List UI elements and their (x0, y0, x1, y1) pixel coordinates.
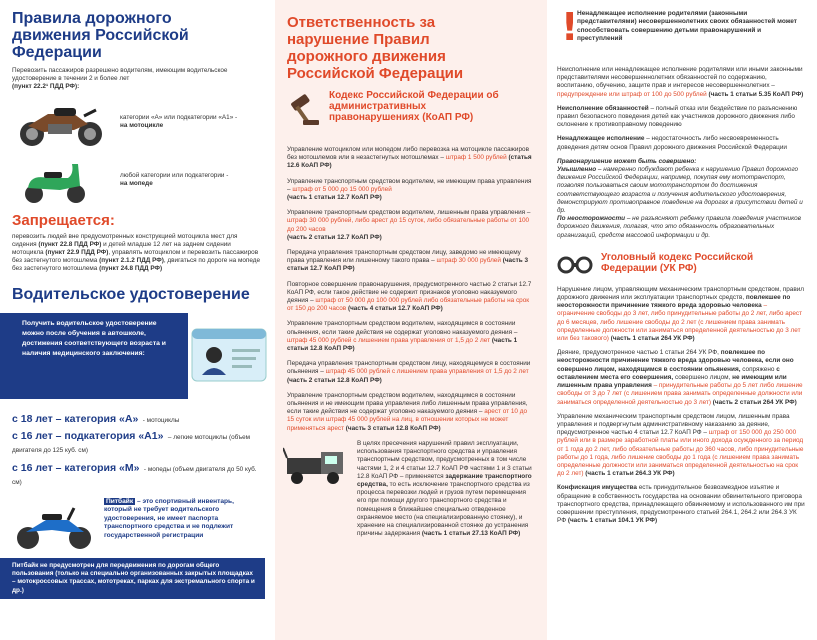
license-info-box: Получить водительское удостоверение можно после обучения в автошколе, достижения соответствующего возраста и наличия медицинского заключения: (0, 313, 188, 399)
exclamation-icon: ! (561, 5, 579, 49)
koap-item-1: Управление мотоциклом или мопедом либо перевозка на мотоцикле пассажиров без мотошлемов или в незастегнутых мотошлемах – штраф 1 500 рублей (статья 12.6 КоАП РФ) (287, 146, 532, 170)
koap-item-3: Управление транспортным средством водителем, лишенным права управления – штраф 30 000 рублей, либо арест до 15 суток, либо обязательные работы от 100 до 200 часов (часть 2 статьи 12.7 КоАП РФ) (287, 209, 531, 241)
moped-row (12, 156, 263, 210)
koap-item-4: Передача управления транспортным средством лицу, заведомо не имеющему права управления или лишенному такого права – штраф 30 000 рублей (часть 3 статьи 12.7 КоАП РФ) (287, 249, 529, 273)
koap-item-8: Управление транспортным средством водителем, находящимся в состоянии опьянения и не имеющим права управления либо лишенным права управления, если такие действия не содержат уголовно наказуемого деяния – арест от 10 до 15 суток или штраф 45 000 рублей на лиц, в отношении которых не может применяться арест (часть 3 статьи 12.8 КоАП РФ) (287, 391, 528, 432)
parent-para-1: Неисполнение или ненадлежащее исполнение родителями или иными законными представителями несовершеннолетних обязанностей по содержанию, воспитанию, обучению, защите прав и интересов несовершеннолетних – предупреждение или штраф от 100 до 500 рублей (часть 1 статьи 5.35 КоАП РФ) (557, 66, 804, 98)
motorcycle-row (12, 100, 263, 152)
column-rules (0, 0, 275, 640)
license-title: Водительское удостоверение (12, 285, 250, 303)
koap-item-7: Передача управления транспортным средством лицу, находящемуся в состоянии опьянения – штраф 45 000 рублей с лишением права управления от 1,5 до 2 лет (часть 2 статьи 12.8 КоАП РФ) (287, 360, 531, 384)
koap-items (287, 146, 535, 433)
motorcycle-icon (14, 100, 109, 148)
moped-text: любой категории или подкатегории - на мопеде (120, 171, 229, 187)
koap-item-6: Управление транспортным средством водителем, находящимся в состоянии опьянения, если такие действия не содержат уголовно наказуемого деяния – штраф 45 000 рублей с лишением права управления от 1,5 до 2 лет (часть 1 статьи 12.8 КоАП РФ) (287, 320, 518, 353)
uk-title: Уголовный кодекс Российской Федерации (УК РФ) (601, 251, 754, 274)
detention-text: В целях пресечения нарушений правил эксплуатации, использования транспортного средства и управления транспортным средством, предусмотренных в том числе частями 1, 2 и 4 статьи 12.7 КоАП РФ частями 1 и 3 статьи 12.8 КоАП РФ – применяется задержание транспортного средства, то есть исключение транспортного средства из процесса перевозки людей и грузов путем перемещения его при помощи другого транспортного средства и помещения в ближайшее специально отведенное охраняемое место (на специализированную стоянку), и хранение на специализированной стоянке до устранения причины задержания (часть 1 статьи 27.13 КоАП РФ) (357, 439, 532, 538)
pitbike-row (12, 498, 263, 558)
pitbike-desc: Питбайк – это спортивный инвентарь, который не требует водительского удостоверения, не имеет паспорта транспортного средства и не подлежит государственной регистрации (104, 498, 262, 541)
uk-header (557, 250, 805, 280)
uk-para-4: Конфискация имущества есть принудительное безвозмездное изъятие и обращение в собственность государства на основании обвинительного приговора транспортного средства, принадлежащего обвиняемому и использованного им при совершении преступления, предусмотренного статьей 264.1, 264.2 или 264.3 УК РФ (часть 1 статьи 104.1 УК РФ) (557, 484, 805, 525)
motorcycle-text: категории «А» или подкатегории «А1» - на мотоцикле (120, 113, 238, 129)
license-card-icon (190, 325, 270, 387)
moped-icon (20, 156, 90, 204)
liability-title: Ответственность за нарушение Правил дорожного движения Российской Федерации (287, 14, 464, 82)
gavel-icon (287, 94, 321, 128)
handcuffs-icon (557, 254, 593, 276)
pitbike-head: Питбайк (106, 497, 134, 505)
koap-item-5: Повторное совершение правонарушения, предусмотренного частью 2 статьи 12.7 КоАП РФ, если такое действие не содержит признаков уголовно наказуемого деяния – штраф от 50 000 до 100 000 рублей либо обязательные работы на срок от 150 до 200 часов (часть 4 статьи 12.7 КоАП РФ) (287, 280, 532, 313)
parent-para-4a: Умышленно – намеренно побуждают ребенка к нарушению Правил дорожного движения Российской Федерации, например, покупая ему мототранспорт, позволяя пользоваться своим мототранспортом до достижения соответствующего возраста и получения водительского удостоверения, демонстрируют противоправное поведение на дорогах в присутствии детей и др. (557, 166, 803, 215)
warning-title: Ненадлежащее исполнение родителями (законными представителями) несовершеннолетних своих обязанностей может способствовать совершению детьми правонарушений и преступлений (577, 10, 797, 43)
uk-para-2: Деяние, предусмотренное частью 1 статьи 264 УК РФ, повлекшее по неосторожности причинение тяжкого вреда здоровью человека, если оно совершено лицом, находящимся в состоянии опьянения, сопряжено с оставлением места его совершения, совершено лицом, не имеющим или лишенным права управления – принудительные работы до 5 лет либо лишение свободы от 3 до 7 лет (с лишением права занимать определенные должности или заниматься определенной деятельностью до 3 лет) (часть 2 статьи 264 УК РФ) (557, 349, 803, 406)
uk-para-1: Нарушение лицом, управляющим механическим транспортным средством, правил дорожного движения или эксплуатации транспортных средств, повлекшее по неосторожности причинение тяжкого вреда здоровью человека – ограничение свободы до 3 лет, либо принудительные работы до 2 лет, либо арест до 6 месяцев, либо лишение свободы до 2 лет (с лишением права занимать определенные должности или заниматься определенной деятельностью до 3 лет или без такового) (часть 1 статьи 264 УК РФ) (557, 285, 805, 343)
license-box-row (12, 313, 263, 401)
pitbike-icon (12, 502, 97, 552)
category-a1: с 16 лет – подкатегория «А1» – легкие мотоциклы (объем двигателя до 125 куб. см) (12, 429, 251, 454)
koap-item-2: Управление транспортным средством водителем, не имеющим права управления – штраф от 5 000 до 15 000 рублей (часть 1 статьи 12.7 КоАП РФ) (287, 177, 532, 202)
parent-para-4b: По неосторожности – не разъясняют ребенку правила поведения участников дорожного движения, полагая, что это обязанность образовательных организаций, средств массовой информации и др. (557, 215, 802, 239)
koap-title: Кодекс Российской Федерации об административных правонарушениях (КоАП РФ) (329, 90, 499, 123)
category-a: с 18 лет – категория «А» - мотоциклы (12, 412, 180, 425)
uk-para-3: Управление механическим транспортным средством лицом, лишенным права управления и подвергнутым административному наказанию за деяние, предусмотренное частью 4 статьи 12.7 КоАП РФ – штраф от 150 000 до 250 000 рублей или в размере заработной платы или иного дохода осужденного за период от 1 года до 2 лет, либо обязательные работы до 360 часов, либо принудительные работы до 1 года, либо лишение свободы до 1 года (с лишением права занимать определенные должности или заниматься определенной деятельностью на срок до 2 лет) (часть 1 статьи 264.3 УК РФ) (557, 412, 804, 478)
rules-intro: Перевозить пассажиров разрешено водителям, имеющим водительское удостоверение в течении 2 и более лет (пункт 22.2¹ ПДД РФ): (12, 67, 228, 91)
tow-truck-icon (283, 444, 353, 488)
parent-para-3: Ненадлежащее исполнение – недостаточность либо несвоевременность доведения детям основ Правил дорожного движения Российской Федерации (557, 135, 787, 151)
category-m: с 16 лет – категория «М» - мопеды (объем двигателя до 50 куб. см) (12, 461, 257, 486)
forbidden-title: Запрещается: (12, 211, 115, 229)
column-liability (275, 0, 547, 640)
koap-header (287, 90, 535, 140)
column-parents (547, 0, 817, 640)
detention-block (287, 440, 535, 538)
warning-header (557, 5, 805, 58)
category-list (12, 409, 263, 488)
parent-para-4-title: Правонарушение может быть совершено: (557, 157, 697, 165)
parent-para-2: Неисполнение обязанностей – полный отказ или бездействие по разъяснению правил безопасного поведения детей как участников дорожного движения либо склонение к противоправному поведению (557, 104, 798, 129)
pitbike-note-box: Питбайк не предусмотрен для передвижения по дорогам общего пользования (только на специально организованных закрытых площадках – мотокроссовых трассах, мототреках, парках для экстремального спорта и др.) (0, 558, 265, 600)
forbidden-text: перевозить людей вне предусмотренных конструкцией мотоцикла мест для сидения (пункт 22.8 ПДД РФ) и детей младше 12 лет на заднем сидении мотоцикла (пункт 22.9 ПДД РФ), управлять мотоциклом и перевозить пассажиров без застегнутого мотошлема (пункт 2.1.2 ПДД РФ), двигаться по дороге на мопеде без застегнутого мотошлема (пункт 24.8 ПДД РФ) (12, 232, 261, 273)
rules-title: Правила дорожного движения Российской Федерации (12, 10, 189, 61)
